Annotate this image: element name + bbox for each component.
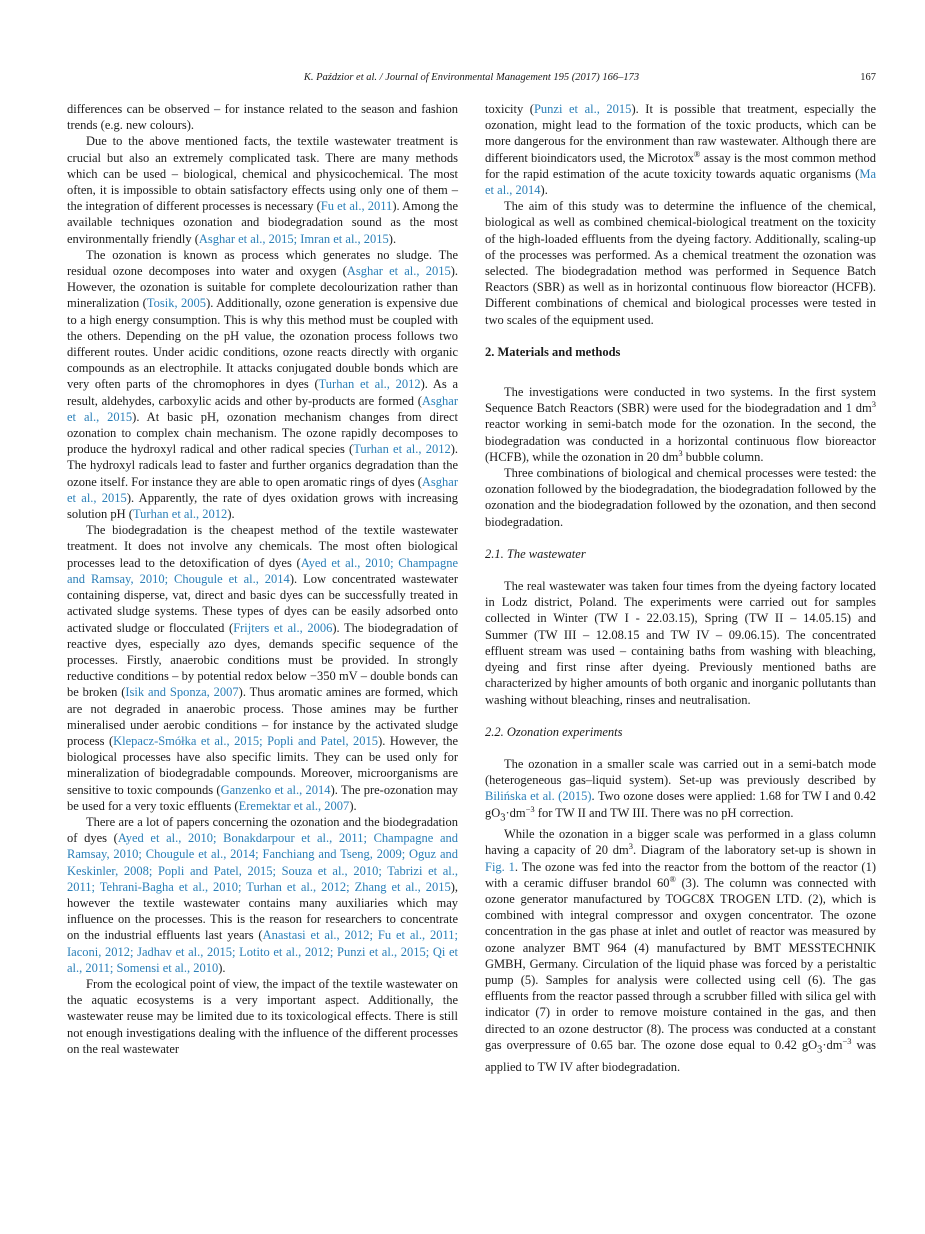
citation-link[interactable]: Ganzenko et al., 2014 [220,782,331,797]
paragraph: From the ecological point of view, the impact of the textile wastewater on the aquatic ecosystems is a very important aspect. Additionally, the wastewater reuse may be limited due to its toxicological effects. There is still not enough investigations dealing with the influence of the different processes on the real wastewater [67,976,458,1056]
citation-link[interactable]: Frijters et al., 2006 [233,620,333,635]
citation-link[interactable]: Fu et al., 2011 [320,199,393,214]
citation-link[interactable]: Ma et al., 2014 [485,166,876,198]
paragraph: Three combinations of biological and chemical processes were tested: the ozonation followed by the biodegradation, the biodegradation followed by the ozonation and the biodegradation followed by the ozonation, and then second biodegradation. [485,466,876,529]
citation-link[interactable]: Bilińska et al. (2015) [485,789,592,804]
subscript: 3 [500,812,506,824]
citation-link[interactable]: Turhan et al., 2012 [353,442,451,457]
citation-link[interactable]: Punzi et al., 2015 [533,102,632,116]
citation-link[interactable]: Asghar et al., 2015 [67,474,458,505]
paragraph: The ozonation is known as process which generates no sludge. The residual ozone decomposes into water and oxygen (Asghar et al., 2015). However, the ozonation is suitable for complete decolourization rather than mineralization (Tosik, 2005). Additionally, ozone generation is expensive due to a high energy consumption. This is why this method must be coupled with the others. Depending on the pH value, the ozonation process follows two different routes. Under acidic conditions, ozone reacts directly with organic compounds as an electrophile. It attacks conjugated double bonds which are very often parts of the chromophores in dyes (Turhan et al., 2012). As a result, aldehydes, carboxylic acids and other by-products are formed (Asghar et al., 2015). At basic pH, ozonation mechanism changes from direct ozonation to complex chain mechanism. The ozone rapidly decomposes to produce the hydroxyl radical and other radical species (Turhan et al., 2012). The hydroxyl radicals lead to faster and further organics degradation than the ozone itself. For instance they are able to open aromatic rings of dyes (Asghar et al., 2015). Apparently, the rate of dyes oxidation grows with increasing solution pH (Turhan et al., 2012). [67,247,459,522]
citation-link[interactable]: Isik and Sponza, 2007 [125,685,239,700]
left-column [67,101,458,1057]
citation-link[interactable]: Asghar et al., 2015 [67,393,458,424]
section-heading: 2. Materials and methods [485,344,621,359]
paragraph: While the ozonation in a bigger scale was performed in a glass column having a capacity of 20 $dm^3$. Diagram of the laboratory set-up is shown in Fig. 1. The ozone was fed into the reactor from the bottom of the reactor (1) with a ceramic diffuser brandol 60® (3). The column was connected with ozone generator manufactured by TOGC8X TROGEN LTD. (2), which is combined with integral compressor and oxygen concentrator. The ozone concentration in the gas phase at inlet and outlet of reactor was measured by ozone analyzer BMT 964 (4) manufactured by BMT MESSTECHNIK GMBH, Germany. Circulation of the liquid phase was forced by a peristaltic pump (5). Samples for analysis were collected using cell (6). The gas effluents from the reactor passed through a scrubber filled with silica gel with indicator (7) in order to remove moisture contained in the gas, and then directed to an ozone destructor (8). The process was conducted at a constant gas overpressure of 0.65 bar. The ozone dose equal to 0.42 $gO_3\cdot dm^{-3}$ was applied to TW IV after biodegradation. [485,827,877,1074]
citation-link[interactable]: Asghar et al., 2015 [346,264,451,279]
registered-mark: ® [693,148,701,159]
citation-link[interactable]: Tosik, 2005 [146,296,207,311]
paragraph: The ozonation in a smaller scale was carried out in a semi-batch mode (heterogeneous gas–liquid system). Set-up was previously described by Bilińska et al. (2015). Two ozone doses were applied: 1.68 for TW I and 0.42 $gO_3\cdot dm^{-3}$ for TW II and TW III. There was no pH correction. [485,756,876,824]
superscript: −3 [842,1035,852,1046]
figure-link[interactable]: Fig. 1 [485,859,515,874]
citation-link[interactable]: Ayed et al., 2010; Champagne and Ramsay, 2010; Chougule et al., 2014 [67,555,458,586]
journal-citation-header: K. Paździor et al. / Journal of Environmental Management 195 (2017) 166–173 [303,72,640,83]
citation-link[interactable]: Anastasi et al., 2012; Fu et al., 2011; Iaconi, 2012; Jadhav et al., 2015; Lotito et al., 2012; Punzi et al., 2015; Qi et al., 2011; Somensi et al., 2010 [67,928,458,975]
subsection-heading: 2.2. Ozonation experiments [485,724,623,739]
superscript: 3 [628,841,633,852]
registered-mark: ® [669,873,676,884]
paragraph: The real wastewater was taken four times from the dyeing factory located in Lodz district, Poland. The experiments were carried out for samples collected in Winter (TW I - 22.03.15), Spring (TW II – 14.05.15) and Summer (TW III – 12.08.15 and TW IV – 09.06.15). The concentrated effluent stream was used – containing baths from washing with bleaching, dyeing and first rinse after dyeing. Previously mentioned baths are characterized by higher amounts of both organic and inorganic pollutants than washing without bleaching, rinses and neutralisation. [485,579,876,707]
right-column [485,101,876,1075]
paragraph: toxicity (Punzi et al., 2015). It is possible that treatment, especially the ozonation, might lead to the formation of the toxic products, which can be more dangerous for the environment than raw wastewater. Although there are different bioindicators used, the Microtox® assay is the most common method for the rapid estimation of the acute toxicity towards aquatic organisms (Ma et al., 2014). [485,102,877,198]
superscript: −3 [525,803,535,814]
page-number: 167 [860,72,876,83]
citation-link[interactable]: Ayed et al., 2010; Bonakdarpour et al., 2011; Champagne and Ramsay, 2010; Chougule et al., 2014; Fanchiang and Tseng, 2009; Oguz and Keskinler, 2008; Popli and Patel, 2015; Souza et al., 2010; Tabrizi et al., 2011; Tehrani-Bagha et al., 2010; Turhan et al., 2012; Zhang et al., 2015 [67,831,458,894]
superscript: 3 [678,447,683,458]
subsection-heading: 2.1. The wastewater [485,546,586,561]
superscript: 3 [871,399,876,410]
citation-link[interactable]: Asghar et al., 2015; Imran et al., 2015 [198,231,389,246]
paragraph: The aim of this study was to determine the influence of the chemical, biological as well as combined chemical-biological treatment on the toxicity of the high-loaded effluents from the dyeing factory. Additionally, scaling-up of the processes was performed. As a chemical treatment the ozonation was selected. The biodegradation method was performed in Sequence Batch Reactors (SBR) as well as in horizontal continuous flow bioreactor (HCFB). Different combinations of chemical and biological processes were tested in two scales of the equipment used. [485,199,876,327]
citation-link[interactable]: Eremektar et al., 2007 [238,798,350,813]
paragraph: differences can be observed – for instance related to the season and fashion trends (e.g. new colours). [67,102,458,133]
citation-link[interactable]: Turhan et al., 2012 [318,377,421,392]
subscript: 3 [817,1044,823,1056]
paragraph: Due to the above mentioned facts, the textile wastewater treatment is crucial but also an extremely complicated task. There are many methods which can be used – biological, chemical and physicochemical. The most often, it is impossible to obtain satisfactory effects using only one of them – the integration of different processes is necessary (Fu et al., 2011). Among the available techniques ozonation and biodegradation sound as the most environmentally friendly (Asghar et al., 2015; Imran et al., 2015). [67,134,459,246]
citation-link[interactable]: Turhan et al., 2012 [132,507,228,522]
citation-link[interactable]: Klepacz-Smółka et al., 2015; Popli and Patel, 2015 [113,733,379,748]
paragraph: The investigations were conducted in two systems. In the first system Sequence Batch Reactors (SBR) were used for the biodegradation and 1 $dm^3$ reactor working in semi-batch mode for the ozonation. In the second, the biodegradation was conducted in a horizontal continuous flow bioreactor (HCFB), while the ozonation in 20 $dm^3$ bubble column. [485,385,876,464]
paragraph: There are a lot of papers concerning the ozonation and the biodegradation of dyes (Ayed et al., 2010; Bonakdarpour et al., 2011; Champagne and Ramsay, 2010; Chougule et al., 2014; Fanchiang and Tseng, 2009; Oguz and Keskinler, 2008; Popli and Patel, 2015; Souza et al., 2010; Tabrizi et al., 2011; Tehrani-Bagha et al., 2010; Turhan et al., 2012; Zhang et al., 2015), however the textile wastewater contains many auxiliaries which may influence on the processes. This is the reason for researchers to concentrate on the industrial effluents last years (Anastasi et al., 2012; Fu et al., 2011; Iaconi, 2012; Jadhav et al., 2015; Lotito et al., 2012; Punzi et al., 2015; Qi et al., 2011; Somensi et al., 2010). [67,814,458,975]
running-header [67,72,876,88]
paragraph: The biodegradation is the cheapest method of the textile wastewater treatment. It does not involve any chemicals. The most often biological processes lead to the detoxification of dyes (Ayed et al., 2010; Champagne and Ramsay, 2010; Chougule et al., 2014). Low concentrated wastewater containing disperse, vat, direct and basic dyes can be successfully treated in activated sludge systems. These types of dyes can be easily adsorbed onto activated sludge or flocculated (Frijters et al., 2006). The biodegradation of reactive dyes, especially azo dyes, demands specific sequence of the processes. Firstly, anaerobic conditions must be provided. In strongly reductive conditions – by potential redox below −350 mV – double bonds can be broken (Isik and Sponza, 2007). Thus aromatic amines are formed, which are not degraded in anaerobic process. Those amines may be further mineralised under aerobic conditions – for instance by the activated sludge process (Klepacz-Smółka et al., 2015; Popli and Patel, 2015). However, the biological processes have also specific limits. They can be used only for mineralization of biodegradable compounds. Moreover, microorganisms are sensitive to toxic compounds (Ganzenko et al., 2014). The pre-ozonation may be used for a very toxic effluents (Eremektar et al., 2007). [67,523,458,813]
